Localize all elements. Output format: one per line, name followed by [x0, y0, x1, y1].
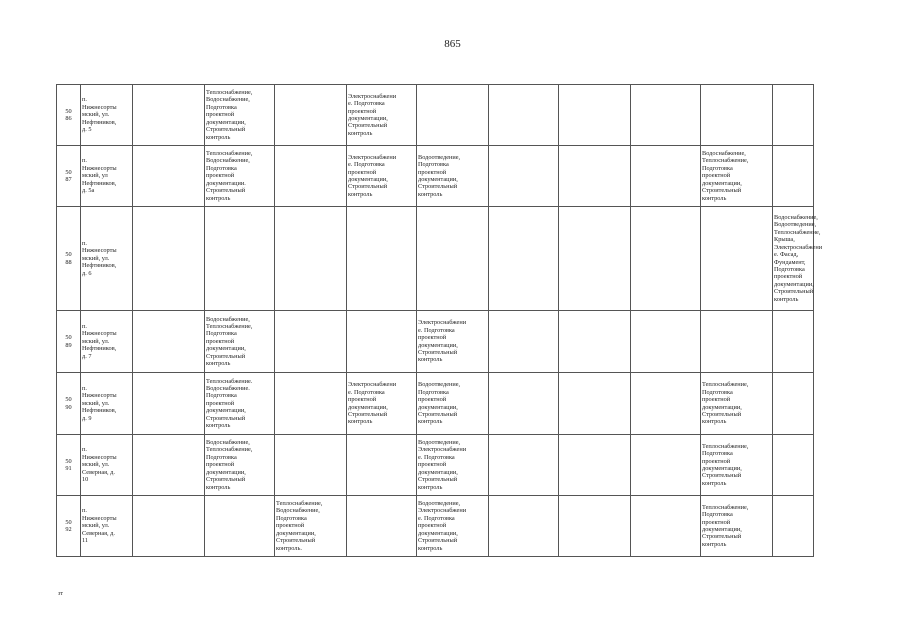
work-text: Водоснабжение, Теплоснабжение, Подготовка проектной документации, Строительный контроль: [206, 315, 253, 368]
address-cell: [81, 146, 133, 207]
work-cell: [205, 207, 275, 311]
work-cell: [489, 311, 559, 373]
row-number-text: 50 89: [65, 334, 72, 349]
work-cell: [631, 435, 701, 496]
address-text: п. Нижнесорты мский, ул. Нефтяников, д. 7: [82, 322, 117, 360]
work-cell: [275, 85, 347, 146]
address-text: п. Нижнесорты мский, ул. Нефтяников, д. 9: [82, 384, 117, 422]
row-number: [57, 146, 81, 207]
work-cell: [559, 85, 631, 146]
work-cell: [133, 435, 205, 496]
work-text: Теплоснабжение, Водоснабжение, Подготовка проектной документации, Строительный контроль.: [276, 500, 323, 552]
work-cell: [347, 496, 417, 557]
work-cell: [701, 496, 773, 557]
work-cell: [559, 311, 631, 373]
work-text: Теплоснабжение, Подготовка проектной документации, Строительный контроль: [702, 503, 749, 548]
work-cell: [133, 311, 205, 373]
work-cell: [275, 496, 347, 557]
work-text: Водоотведение, Подготовка проектной документации, Строительный контроль: [418, 153, 461, 198]
work-cell: [701, 435, 773, 496]
work-cell: [559, 496, 631, 557]
address-cell: [81, 496, 133, 557]
work-cell: [631, 373, 701, 435]
work-cell: [489, 435, 559, 496]
table-row: [57, 207, 814, 311]
work-text: Водоснабжение, Водоотведение, Теплоснабжение, Крыша, Электроснабжени е. Фасад, Фундамент, Подготовка проектной документации, Строительный контроль: [774, 214, 823, 303]
row-number-text: 50 87: [65, 168, 72, 183]
work-cell: [133, 146, 205, 207]
work-cell: [205, 85, 275, 146]
work-cell: [773, 146, 814, 207]
work-cell: [275, 373, 347, 435]
work-cell: [133, 373, 205, 435]
work-text: Электроснабжени е. Подготовка проектной документации, Строительный контроль: [418, 319, 467, 364]
work-cell: [417, 146, 489, 207]
work-text: Теплоснабжение, Подготовка проектной документации, Строительный контроль: [702, 442, 749, 487]
work-text: Электроснабжени е. Подготовка проектной документации, Строительный контроль: [348, 92, 397, 137]
row-number: [57, 435, 81, 496]
work-cell: [347, 435, 417, 496]
work-cell: [275, 207, 347, 311]
work-cell: [347, 146, 417, 207]
work-text: Водоотведение, Электроснабжени е. Подготовка проектной документации, Строительный контроль: [418, 500, 467, 552]
page-number: 865: [444, 38, 461, 50]
work-text: Электроснабжени е. Подготовка проектной документации, Строительный контроль: [348, 153, 397, 198]
work-cell: [631, 496, 701, 557]
work-cell: [631, 311, 701, 373]
address-cell: [81, 85, 133, 146]
table-row: [57, 85, 814, 146]
work-cell: [205, 146, 275, 207]
work-cell: [347, 373, 417, 435]
work-cell: [417, 85, 489, 146]
work-cell: [773, 311, 814, 373]
work-cell: [773, 435, 814, 496]
address-cell: [81, 207, 133, 311]
address-cell: [81, 311, 133, 373]
table-row: [57, 496, 814, 557]
work-cell: [773, 496, 814, 557]
footer-mark: зт: [58, 591, 63, 597]
row-number-text: 50 90: [65, 396, 72, 411]
work-cell: [631, 146, 701, 207]
work-cell: [701, 373, 773, 435]
work-cell: [701, 85, 773, 146]
work-cell: [489, 207, 559, 311]
work-text: Теплоснабжение. Водоснабжение. Подготовка проектной документации, Строительный контроль: [206, 377, 253, 430]
work-cell: [205, 496, 275, 557]
address-text: п. Нижнесорты мский, ул. Северная, д. 10: [82, 446, 117, 484]
work-cell: [701, 311, 773, 373]
work-cell: [417, 435, 489, 496]
work-text: Водоотведение, Электроснабжени е. Подготовка проектной документации, Строительный контроль: [418, 439, 467, 491]
address-text: п. Нижнесорты мский, ул. Северная, д. 11: [82, 507, 117, 545]
work-cell: [347, 85, 417, 146]
row-number: [57, 311, 81, 373]
work-cell: [205, 311, 275, 373]
work-cell: [701, 146, 773, 207]
work-cell: [773, 373, 814, 435]
work-cell: [559, 373, 631, 435]
work-cell: [133, 85, 205, 146]
work-cell: [559, 207, 631, 311]
row-number-text: 50 86: [65, 107, 72, 122]
work-cell: [773, 85, 814, 146]
work-cell: [417, 207, 489, 311]
work-cell: [275, 146, 347, 207]
row-number: [57, 496, 81, 557]
address-cell: [81, 435, 133, 496]
work-cell: [205, 373, 275, 435]
row-number: [57, 85, 81, 146]
work-text: Водоснабжение, Теплоснабжение, Подготовка проектной документации, Строительный контроль: [702, 150, 749, 202]
address-cell: [81, 373, 133, 435]
work-cell: [133, 207, 205, 311]
work-cell: [489, 373, 559, 435]
work-cell: [559, 146, 631, 207]
work-cell: [559, 435, 631, 496]
work-cell: [773, 207, 823, 311]
table-row: [57, 373, 814, 435]
row-number-text: 50 88: [65, 251, 72, 266]
work-cell: [417, 311, 489, 373]
work-cell: [631, 207, 701, 311]
work-cell: [275, 311, 347, 373]
work-cell: [489, 496, 559, 557]
work-cell: [417, 496, 489, 557]
work-text: Теплоснабжение, Водоснабжение, Подготовка проектной документации, Строительный контроль: [206, 89, 253, 141]
table-row: [57, 435, 814, 496]
row-number-text: 50 92: [65, 518, 72, 533]
work-text: Водоснабжение, Теплоснабжение, Подготовка проектной документации, Строительный контроль: [206, 439, 253, 491]
work-text: Водоотведение, Подготовка проектной документации, Строительный контроль: [418, 381, 461, 426]
row-number: [57, 373, 81, 435]
row-number: [57, 207, 81, 311]
work-cell: [701, 207, 773, 311]
address-text: п. Нижнесорты мский, ул. Нефтяников, д. 6: [82, 239, 117, 277]
address-text: п. Нижнесорты мский, ул. Нефтяников, д. 5: [82, 96, 117, 134]
work-cell: [489, 85, 559, 146]
work-cell: [417, 373, 489, 435]
row-number-text: 50 91: [65, 457, 72, 472]
work-text: Теплоснабжение, Водоснабжение, Подготовка проектной документации. Строительный контроль: [206, 150, 253, 202]
work-cell: [489, 146, 559, 207]
works-table: [56, 84, 823, 557]
work-cell: [133, 496, 205, 557]
work-text: Теплоснабжение, Подготовка проектной документации, Строительный контроль: [702, 381, 749, 426]
work-cell: [347, 207, 417, 311]
work-cell: [347, 311, 417, 373]
table-row: [57, 311, 814, 373]
table-row: [57, 146, 814, 207]
address-text: п. Нижнесорты мский, ул Нефтяников, д. 5а: [82, 157, 117, 195]
work-text: Электроснабжени е. Подготовка проектной документации, Строительный контроль: [348, 381, 397, 426]
work-cell: [631, 85, 701, 146]
work-cell: [275, 435, 347, 496]
work-cell: [205, 435, 275, 496]
